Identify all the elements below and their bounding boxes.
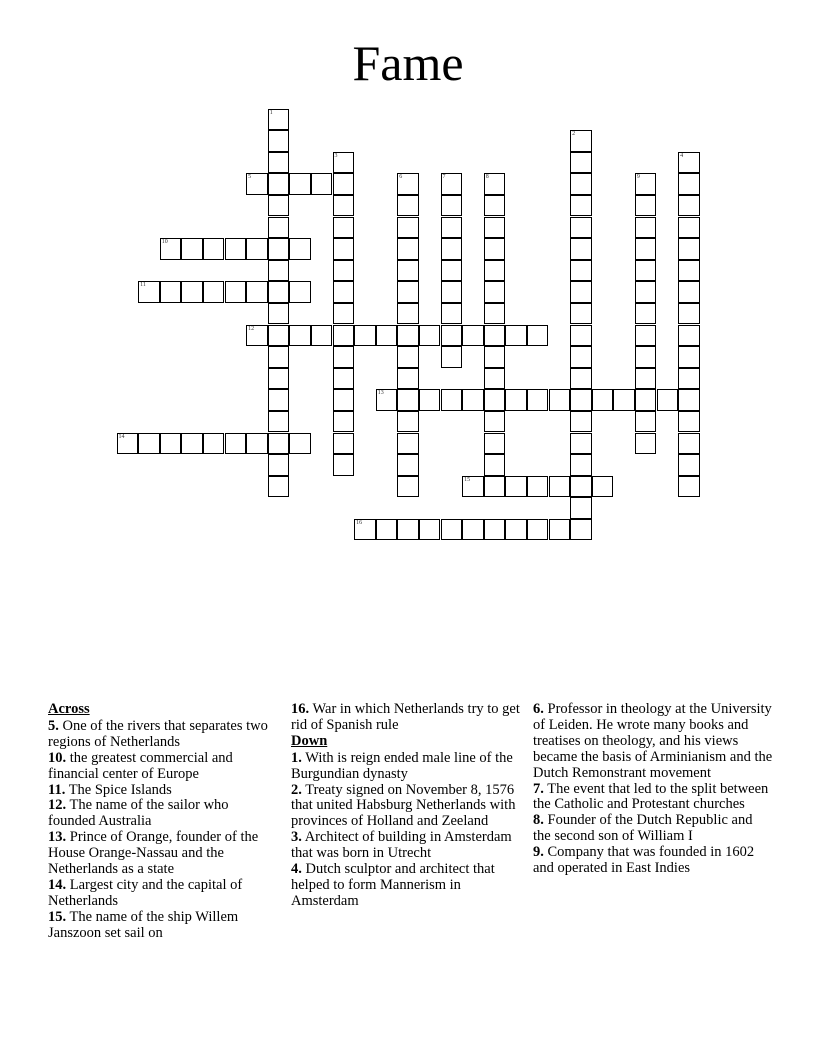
down-heading: Down	[291, 732, 328, 749]
grid-cell[interactable]	[592, 389, 614, 411]
clue-across-12: 12. The name of the sailor who founded Australia	[48, 797, 229, 830]
grid-cell[interactable]	[397, 433, 419, 455]
grid-cell[interactable]	[268, 303, 290, 325]
grid-cell[interactable]	[333, 325, 355, 347]
grid-cell[interactable]	[225, 281, 247, 303]
grid-cell[interactable]	[160, 281, 182, 303]
grid-cell[interactable]	[462, 476, 484, 498]
grid-cell[interactable]	[484, 433, 506, 455]
grid-cell[interactable]	[635, 281, 657, 303]
grid-cell[interactable]	[570, 173, 592, 195]
grid-cell[interactable]	[333, 152, 355, 174]
grid-cell[interactable]	[484, 346, 506, 368]
grid-cell[interactable]	[484, 389, 506, 411]
grid-cell[interactable]	[484, 217, 506, 239]
grid-cell[interactable]	[484, 173, 506, 195]
grid-cell[interactable]	[138, 281, 160, 303]
grid-cell[interactable]	[268, 195, 290, 217]
clues-column-2	[291, 702, 526, 910]
grid-cell[interactable]	[635, 368, 657, 390]
clue-number: 7	[442, 174, 446, 181]
grid-cell[interactable]	[289, 325, 311, 347]
grid-cell[interactable]	[484, 325, 506, 347]
grid-cell[interactable]	[570, 217, 592, 239]
grid-cell[interactable]	[570, 476, 592, 498]
clue-across-13: 13. Prince of Orange, founder of the House Orange-Nassau and the Netherlands as a state	[48, 829, 259, 878]
grid-cell[interactable]	[246, 238, 268, 260]
grid-cell[interactable]	[397, 411, 419, 433]
grid-cell[interactable]	[203, 433, 225, 455]
grid-cell[interactable]	[635, 217, 657, 239]
grid-cell[interactable]	[333, 411, 355, 433]
grid-cell[interactable]	[678, 389, 700, 411]
grid-cell[interactable]	[117, 433, 139, 455]
clue-down-7: 7. The event that led to the split between the Catholic and Protestant churches	[533, 780, 769, 813]
grid-cell[interactable]	[333, 346, 355, 368]
grid-cell[interactable]	[505, 389, 527, 411]
grid-cell[interactable]	[462, 389, 484, 411]
grid-cell[interactable]	[441, 303, 463, 325]
grid-cell[interactable]	[678, 433, 700, 455]
grid-cell[interactable]	[441, 173, 463, 195]
grid-cell[interactable]	[397, 238, 419, 260]
grid-cell[interactable]	[484, 519, 506, 541]
clue-number: 13	[377, 390, 384, 397]
grid-cell[interactable]	[678, 368, 700, 390]
clue-down-2: 2. Treaty signed on November 8, 1576 that united Habsburg Netherlands with provinces of Holland and Zeeland	[291, 781, 516, 830]
grid-cell[interactable]	[268, 130, 290, 152]
grid-cell[interactable]	[635, 325, 657, 347]
grid-cell[interactable]	[613, 389, 635, 411]
grid-cell[interactable]	[635, 195, 657, 217]
grid-cell[interactable]	[354, 519, 376, 541]
grid-cell[interactable]	[138, 433, 160, 455]
clue-number: 2	[572, 131, 576, 138]
grid-cell[interactable]	[484, 281, 506, 303]
grid-cell[interactable]	[268, 346, 290, 368]
grid-cell[interactable]	[678, 303, 700, 325]
grid-cell[interactable]	[419, 389, 441, 411]
clue-number: 4	[680, 152, 684, 159]
grid-cell[interactable]	[678, 346, 700, 368]
grid-cell[interactable]	[289, 238, 311, 260]
grid-cell[interactable]	[441, 389, 463, 411]
clue-across-5: 5. One of the rivers that separates two regions of Netherlands	[48, 717, 268, 750]
grid-cell[interactable]	[505, 325, 527, 347]
grid-cell[interactable]	[246, 325, 268, 347]
clue-number: 14	[118, 433, 125, 440]
grid-cell[interactable]	[397, 325, 419, 347]
grid-cell[interactable]	[570, 238, 592, 260]
grid-cell[interactable]	[441, 195, 463, 217]
grid-cell[interactable]	[570, 260, 592, 282]
clue-number: 8	[485, 174, 489, 181]
grid-cell[interactable]	[246, 281, 268, 303]
grid-cell[interactable]	[246, 173, 268, 195]
clue-down-1: 1. With is reign ended male line of the Burgundian dynasty	[291, 749, 513, 782]
grid-cell[interactable]	[289, 173, 311, 195]
grid-cell[interactable]	[397, 368, 419, 390]
grid-cell[interactable]	[570, 497, 592, 519]
grid-cell[interactable]	[333, 217, 355, 239]
grid-cell[interactable]	[678, 411, 700, 433]
grid-cell[interactable]	[484, 303, 506, 325]
grid-cell[interactable]	[441, 325, 463, 347]
grid-cell[interactable]	[635, 389, 657, 411]
grid-cell[interactable]	[397, 195, 419, 217]
clue-across-11: 11. The Spice Islands	[48, 781, 172, 798]
grid-cell[interactable]	[397, 476, 419, 498]
grid-cell[interactable]	[181, 281, 203, 303]
grid-cell[interactable]	[678, 476, 700, 498]
grid-cell[interactable]	[225, 433, 247, 455]
grid-cell[interactable]	[505, 519, 527, 541]
grid-cell[interactable]	[635, 303, 657, 325]
clue-number: 15	[464, 476, 471, 483]
grid-cell[interactable]	[484, 195, 506, 217]
grid-cell[interactable]	[678, 238, 700, 260]
grid-cell[interactable]	[376, 325, 398, 347]
clue-down-9: 9. Company that was founded in 1602 and operated in East Indies	[533, 844, 755, 877]
grid-cell[interactable]	[397, 303, 419, 325]
grid-cell[interactable]	[484, 454, 506, 476]
grid-cell[interactable]	[333, 281, 355, 303]
clue-number: 5	[248, 174, 252, 181]
across-heading: Across	[48, 701, 90, 717]
grid-cell[interactable]	[678, 217, 700, 239]
grid-cell[interactable]	[635, 173, 657, 195]
grid-cell[interactable]	[570, 389, 592, 411]
grid-cell[interactable]	[570, 303, 592, 325]
grid-cell[interactable]	[203, 238, 225, 260]
clue-down-6: 6. Professor in theology at the University of Leiden. He wrote many books and treatises on theology, and his views became the basis of Arminianism and the Dutch Remonstrant movement	[533, 701, 773, 781]
grid-cell[interactable]	[268, 109, 290, 131]
grid-cell[interactable]	[527, 325, 549, 347]
grid-cell[interactable]	[441, 238, 463, 260]
grid-cell[interactable]	[678, 152, 700, 174]
clue-number: 11	[140, 282, 146, 289]
grid-cell[interactable]	[333, 238, 355, 260]
grid-cell[interactable]	[289, 281, 311, 303]
grid-cell[interactable]	[549, 519, 571, 541]
clues-column-3	[533, 702, 773, 877]
grid-cell[interactable]	[635, 238, 657, 260]
puzzle-title: Fame	[352, 35, 464, 91]
grid-cell[interactable]	[333, 454, 355, 476]
grid-cell[interactable]	[376, 389, 398, 411]
clue-number: 9	[636, 174, 640, 181]
grid-cell[interactable]	[397, 346, 419, 368]
clue-across-15: 15. The name of the ship Willem Janszoon set sail on	[48, 908, 239, 941]
grid-cell[interactable]	[570, 411, 592, 433]
grid-cell[interactable]	[441, 519, 463, 541]
crossword-grid	[117, 109, 701, 541]
grid-cell[interactable]	[268, 389, 290, 411]
grid-cell[interactable]	[592, 476, 614, 498]
grid-cell[interactable]	[549, 476, 571, 498]
grid-cell[interactable]	[397, 389, 419, 411]
grid-cell[interactable]	[441, 346, 463, 368]
grid-cell[interactable]	[333, 303, 355, 325]
grid-cell[interactable]	[635, 411, 657, 433]
grid-cell[interactable]	[268, 217, 290, 239]
grid-cell[interactable]	[333, 173, 355, 195]
grid-cell[interactable]	[160, 433, 182, 455]
grid-cell[interactable]	[333, 389, 355, 411]
grid-cell[interactable]	[289, 433, 311, 455]
grid-cell[interactable]	[570, 281, 592, 303]
grid-cell[interactable]	[678, 195, 700, 217]
grid-cell[interactable]	[268, 433, 290, 455]
grid-cell[interactable]	[635, 346, 657, 368]
clue-number: 6	[399, 174, 403, 181]
grid-cell[interactable]	[570, 130, 592, 152]
grid-cell[interactable]	[354, 325, 376, 347]
grid-cell[interactable]	[268, 325, 290, 347]
grid-cell[interactable]	[268, 411, 290, 433]
grid-cell[interactable]	[311, 173, 333, 195]
grid-cell[interactable]	[268, 368, 290, 390]
grid-cell[interactable]	[678, 173, 700, 195]
clue-number: 12	[248, 325, 255, 332]
grid-cell[interactable]	[549, 389, 571, 411]
grid-cell[interactable]	[181, 238, 203, 260]
grid-cell[interactable]	[484, 368, 506, 390]
grid-cell[interactable]	[678, 454, 700, 476]
grid-cell[interactable]	[484, 260, 506, 282]
clue-across-10: 10. the greatest commercial and financial center of Europe	[48, 749, 233, 782]
grid-cell[interactable]	[268, 173, 290, 195]
grid-cell[interactable]	[268, 454, 290, 476]
grid-cell[interactable]	[397, 173, 419, 195]
grid-cell[interactable]	[484, 238, 506, 260]
grid-cell[interactable]	[570, 519, 592, 541]
grid-cell[interactable]	[678, 281, 700, 303]
clue-down-4: 4. Dutch sculptor and architect that helped to form Mannerism in Amsterdam	[291, 861, 495, 909]
grid-cell[interactable]	[225, 238, 247, 260]
grid-cell[interactable]	[462, 519, 484, 541]
grid-cell[interactable]	[570, 433, 592, 455]
grid-cell[interactable]	[268, 281, 290, 303]
grid-cell[interactable]	[570, 325, 592, 347]
grid-cell[interactable]	[678, 260, 700, 282]
clue-number: 1	[269, 109, 273, 116]
grid-cell[interactable]	[484, 476, 506, 498]
grid-cell[interactable]	[181, 433, 203, 455]
grid-cell[interactable]	[527, 389, 549, 411]
grid-cell[interactable]	[268, 238, 290, 260]
grid-cell[interactable]	[397, 519, 419, 541]
grid-cell[interactable]	[657, 389, 679, 411]
grid-cell[interactable]	[268, 260, 290, 282]
clue-down-3: 3. Architect of building in Amsterdam that was born in Utrecht	[291, 829, 512, 862]
clue-number: 3	[334, 152, 338, 159]
grid-cell[interactable]	[570, 454, 592, 476]
grid-cell[interactable]	[441, 217, 463, 239]
clue-across-16: 16. War in which Netherlands try to get rid of Spanish rule	[291, 701, 520, 733]
grid-cell[interactable]	[419, 325, 441, 347]
grid-cell[interactable]	[333, 195, 355, 217]
grid-cell[interactable]	[246, 433, 268, 455]
grid-cell[interactable]	[376, 519, 398, 541]
grid-cell[interactable]	[570, 195, 592, 217]
clue-across-14: 14. Largest city and the capital of Netherlands	[48, 876, 243, 909]
grid-cell[interactable]	[441, 260, 463, 282]
grid-cell[interactable]	[333, 260, 355, 282]
grid-cell[interactable]	[397, 281, 419, 303]
grid-cell[interactable]	[570, 368, 592, 390]
grid-cell[interactable]	[397, 217, 419, 239]
grid-cell[interactable]	[268, 152, 290, 174]
grid-cell[interactable]	[419, 519, 441, 541]
grid-cell[interactable]	[635, 433, 657, 455]
grid-cell[interactable]	[268, 476, 290, 498]
grid-cell[interactable]	[505, 476, 527, 498]
grid-cell[interactable]	[333, 433, 355, 455]
clue-down-8: 8. Founder of the Dutch Republic and the second son of William I	[533, 812, 753, 845]
clues-column-1	[48, 702, 278, 942]
grid-cell[interactable]	[527, 519, 549, 541]
grid-cell[interactable]	[484, 411, 506, 433]
grid-cell[interactable]	[527, 476, 549, 498]
grid-cell[interactable]	[203, 281, 225, 303]
grid-cell[interactable]	[397, 454, 419, 476]
grid-cell[interactable]	[441, 281, 463, 303]
grid-cell[interactable]	[160, 238, 182, 260]
grid-cell[interactable]	[635, 260, 657, 282]
grid-cell[interactable]	[570, 152, 592, 174]
grid-cell[interactable]	[462, 325, 484, 347]
grid-cell[interactable]	[678, 325, 700, 347]
grid-cell[interactable]	[311, 325, 333, 347]
grid-cell[interactable]	[333, 368, 355, 390]
clue-number: 16	[356, 519, 363, 526]
grid-cell[interactable]	[397, 260, 419, 282]
grid-cell[interactable]	[570, 346, 592, 368]
clue-number: 10	[161, 239, 168, 246]
